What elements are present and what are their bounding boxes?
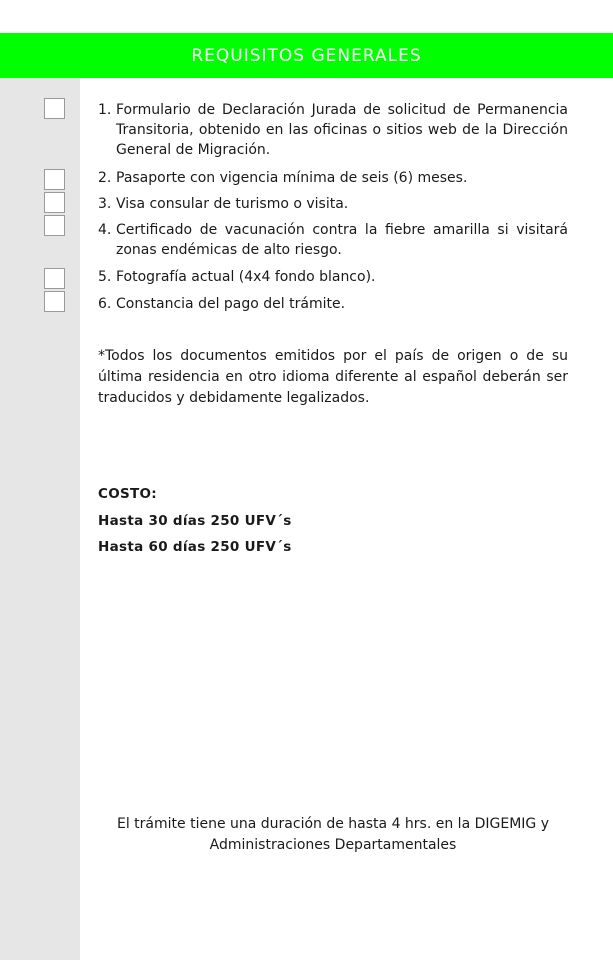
checkbox-requirement-2[interactable] (44, 169, 65, 190)
duration-note: El trámite tiene una duración de hasta 4 hrs. en la DIGEMIG y Administraciones Departamentales (116, 816, 549, 853)
checkbox-requirement-6[interactable] (44, 291, 65, 312)
requirement-number: 6. (98, 296, 112, 312)
requirement-item-2 (98, 168, 568, 188)
requirement-number: 4. (98, 222, 112, 238)
requirement-number: 2. (98, 170, 112, 186)
requirement-text: Formulario de Declaración Jurada de solicitud de Permanencia Transitoria, obtenido en las oficinas o sitios web de la Dirección General de Migración. (116, 102, 568, 158)
requirement-text: Constancia del pago del trámite. (116, 296, 346, 312)
requirement-item-4 (98, 220, 568, 260)
top-white-band (0, 0, 613, 33)
requirement-item-1 (98, 100, 568, 160)
checkbox-requirement-5[interactable] (44, 268, 65, 289)
requirement-item-3 (98, 194, 568, 214)
requirement-item-6 (98, 294, 568, 314)
requirement-text: Visa consular de turismo o visita. (116, 196, 349, 212)
checkbox-requirement-3[interactable] (44, 192, 65, 213)
cost-line-60-days: Hasta 60 días 250 UFV´s (98, 539, 292, 555)
left-sidebar-strip (0, 78, 80, 960)
requirement-text: Fotografía actual (4x4 fondo blanco). (116, 269, 376, 285)
cost-label: COSTO: (98, 486, 157, 502)
requirement-item-5 (98, 267, 568, 287)
requirement-number: 1. (98, 102, 112, 118)
translation-note: *Todos los documentos emitidos por el país de origen o de su última residencia en otro idioma diferente al español deberán ser traducidos y debidamente legalizados. (98, 348, 568, 406)
checkbox-requirement-4[interactable] (44, 215, 65, 236)
cost-line-30-days: Hasta 30 días 250 UFV´s (98, 513, 292, 529)
requirement-text: Pasaporte con vigencia mínima de seis (6) meses. (116, 170, 468, 186)
requirement-number: 3. (98, 196, 112, 212)
page-title: REQUISITOS GENERALES (191, 45, 422, 66)
checkbox-requirement-1[interactable] (44, 98, 65, 119)
requirement-text: Certificado de vacunación contra la fiebre amarilla si visitará zonas endémicas de alto riesgo. (116, 222, 568, 258)
requirement-number: 5. (98, 269, 112, 285)
header-bar (0, 33, 613, 78)
